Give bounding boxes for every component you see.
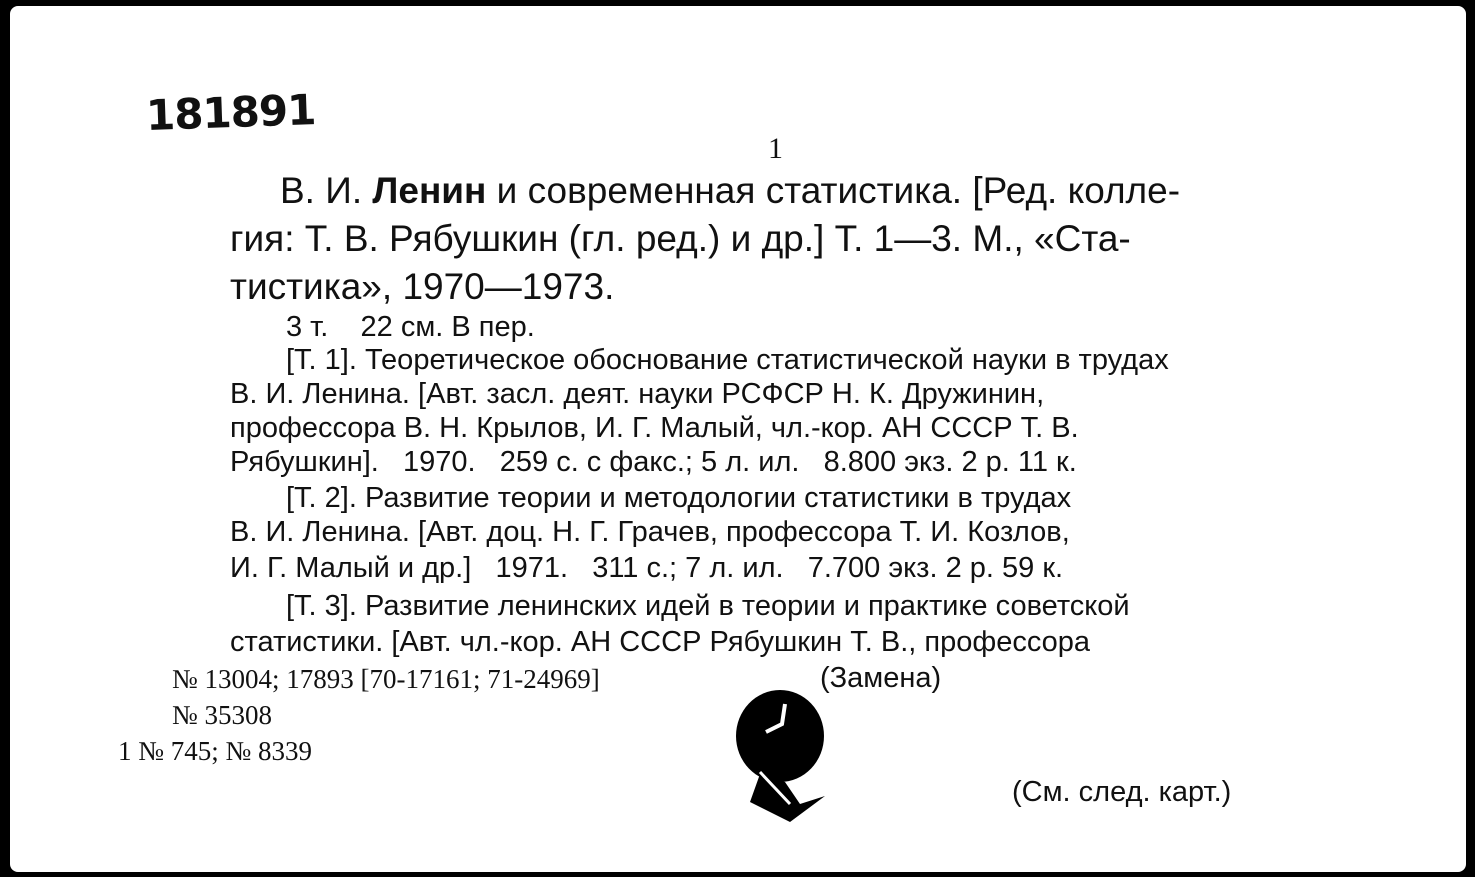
- catalog-card: [10, 6, 1466, 872]
- volume-1-line-4: Рябушкин]. 1970. 259 с. с факс.; 5 л. ил. 8.800 экз. 2 р. 11 к.: [230, 446, 1077, 478]
- volume-1-line-3: профессора В. Н. Крылов, И. Г. Малый, чл.-кор. АН СССР Т. В.: [230, 412, 1079, 444]
- title-line-3: тистика», 1970—1973.: [230, 266, 615, 307]
- stamp-line-1: № 13004; 17893 [70-17161; 71-24969]: [172, 664, 600, 694]
- title-line-2: гия: Т. В. Рябушкин (гл. ред.) и др.] Т. 1—3. М., «Ста-: [230, 218, 1131, 259]
- stamp-line-2: № 35308: [172, 700, 273, 730]
- stamp-replacement: (Замена): [820, 662, 942, 694]
- handwritten-number: 181891: [145, 85, 317, 140]
- volume-2-line-3: И. Г. Малый и др.] 1971. 311 с.; 7 л. ил. 7.700 экз. 2 р. 59 к.: [230, 552, 1064, 584]
- author-name: Ленин: [372, 170, 487, 211]
- card-number: 1: [768, 132, 783, 165]
- volume-2-line-2: В. И. Ленина. [Авт. доц. Н. Г. Грачев, профессора Т. И. Козлов,: [230, 516, 1070, 548]
- volume-3-line-2: статистики. [Авт. чл.-кор. АН СССР Рябушкин Т. В., профессора: [230, 626, 1091, 658]
- title-line-1: В. И. Ленин и современная статистика. [Ред. колле-: [280, 170, 1181, 211]
- volume-1-line-1: [Т. 1]. Теоретическое обоснование статистической науки в трудах: [286, 344, 1169, 376]
- physical-description: 3 т. 22 см. В пер.: [286, 311, 535, 343]
- volume-2-line-1: [Т. 2]. Развитие теории и методологии статистики в трудах: [286, 482, 1072, 514]
- stamp-line-3: 1 № 745; № 8339: [118, 736, 313, 766]
- volume-3-line-1: [Т. 3]. Развитие ленинских идей в теории и практике советской: [286, 590, 1130, 622]
- volume-1-line-2: В. И. Ленина. [Авт. засл. деят. науки РСФСР Н. К. Дружинин,: [230, 378, 1045, 410]
- punch-hole-mark: [730, 684, 840, 824]
- continued-note: (См. след. карт.): [1012, 776, 1232, 808]
